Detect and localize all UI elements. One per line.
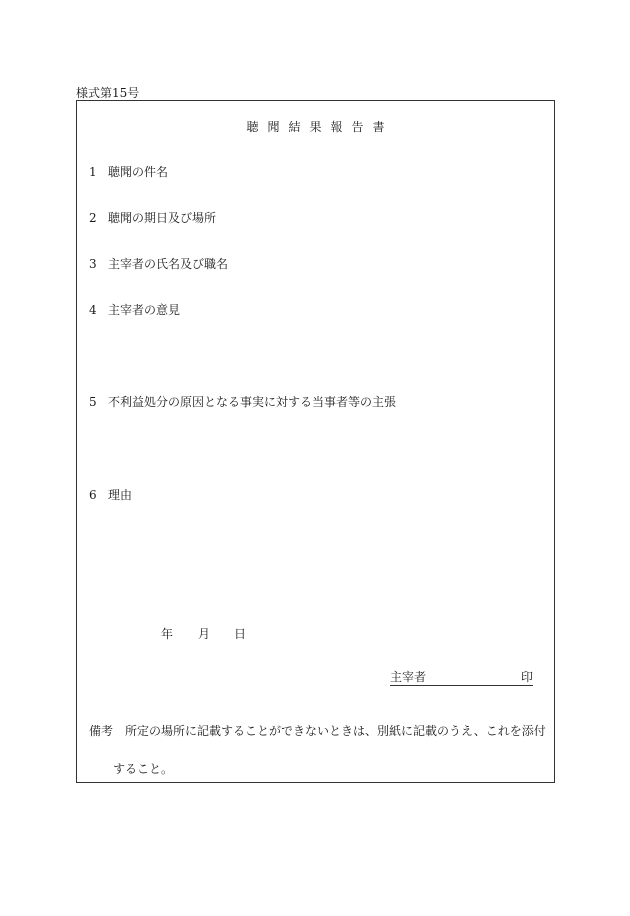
item-chair-opinion (89, 301, 180, 318)
item-date-place (89, 209, 216, 226)
form-title: 聴聞結果報告書 (246, 120, 394, 134)
item-label: 主宰者の氏名及び職名 (108, 257, 229, 271)
item-label: 理由 (108, 488, 133, 502)
date-year: 年 (161, 627, 174, 641)
item-reason (89, 486, 132, 503)
date-month: 月 (198, 627, 211, 641)
item-number: 4 (89, 303, 97, 317)
chairperson-label: 主宰者 (390, 670, 427, 684)
seal-mark: 印 (520, 670, 533, 684)
item-label: 不利益処分の原因となる事実に対する当事者等の主張 (108, 395, 397, 409)
item-label: 主宰者の意見 (108, 303, 181, 317)
item-number: 6 (89, 488, 97, 502)
item-label: 聴聞の件名 (108, 165, 169, 179)
report-form-frame (76, 100, 555, 783)
chairperson-signature-line (390, 670, 533, 686)
item-party-claims (89, 393, 396, 410)
item-label: 聴聞の期日及び場所 (108, 211, 217, 225)
remarks-label: 備考 (89, 724, 114, 738)
item-chair-name-title (89, 255, 228, 272)
form-number: 様式第15号 (76, 86, 140, 100)
remarks-line-1 (89, 722, 546, 739)
item-case-name (89, 163, 168, 180)
item-number: 2 (89, 211, 97, 225)
date-day: 日 (234, 627, 247, 641)
item-number: 5 (89, 395, 97, 409)
item-number: 3 (89, 257, 97, 271)
remarks-text-1: 所定の場所に記載することができないときは、別紙に記載のうえ、これを添付 (125, 724, 546, 738)
item-number: 1 (89, 165, 97, 179)
remarks-line-2: すること。 (113, 762, 174, 776)
